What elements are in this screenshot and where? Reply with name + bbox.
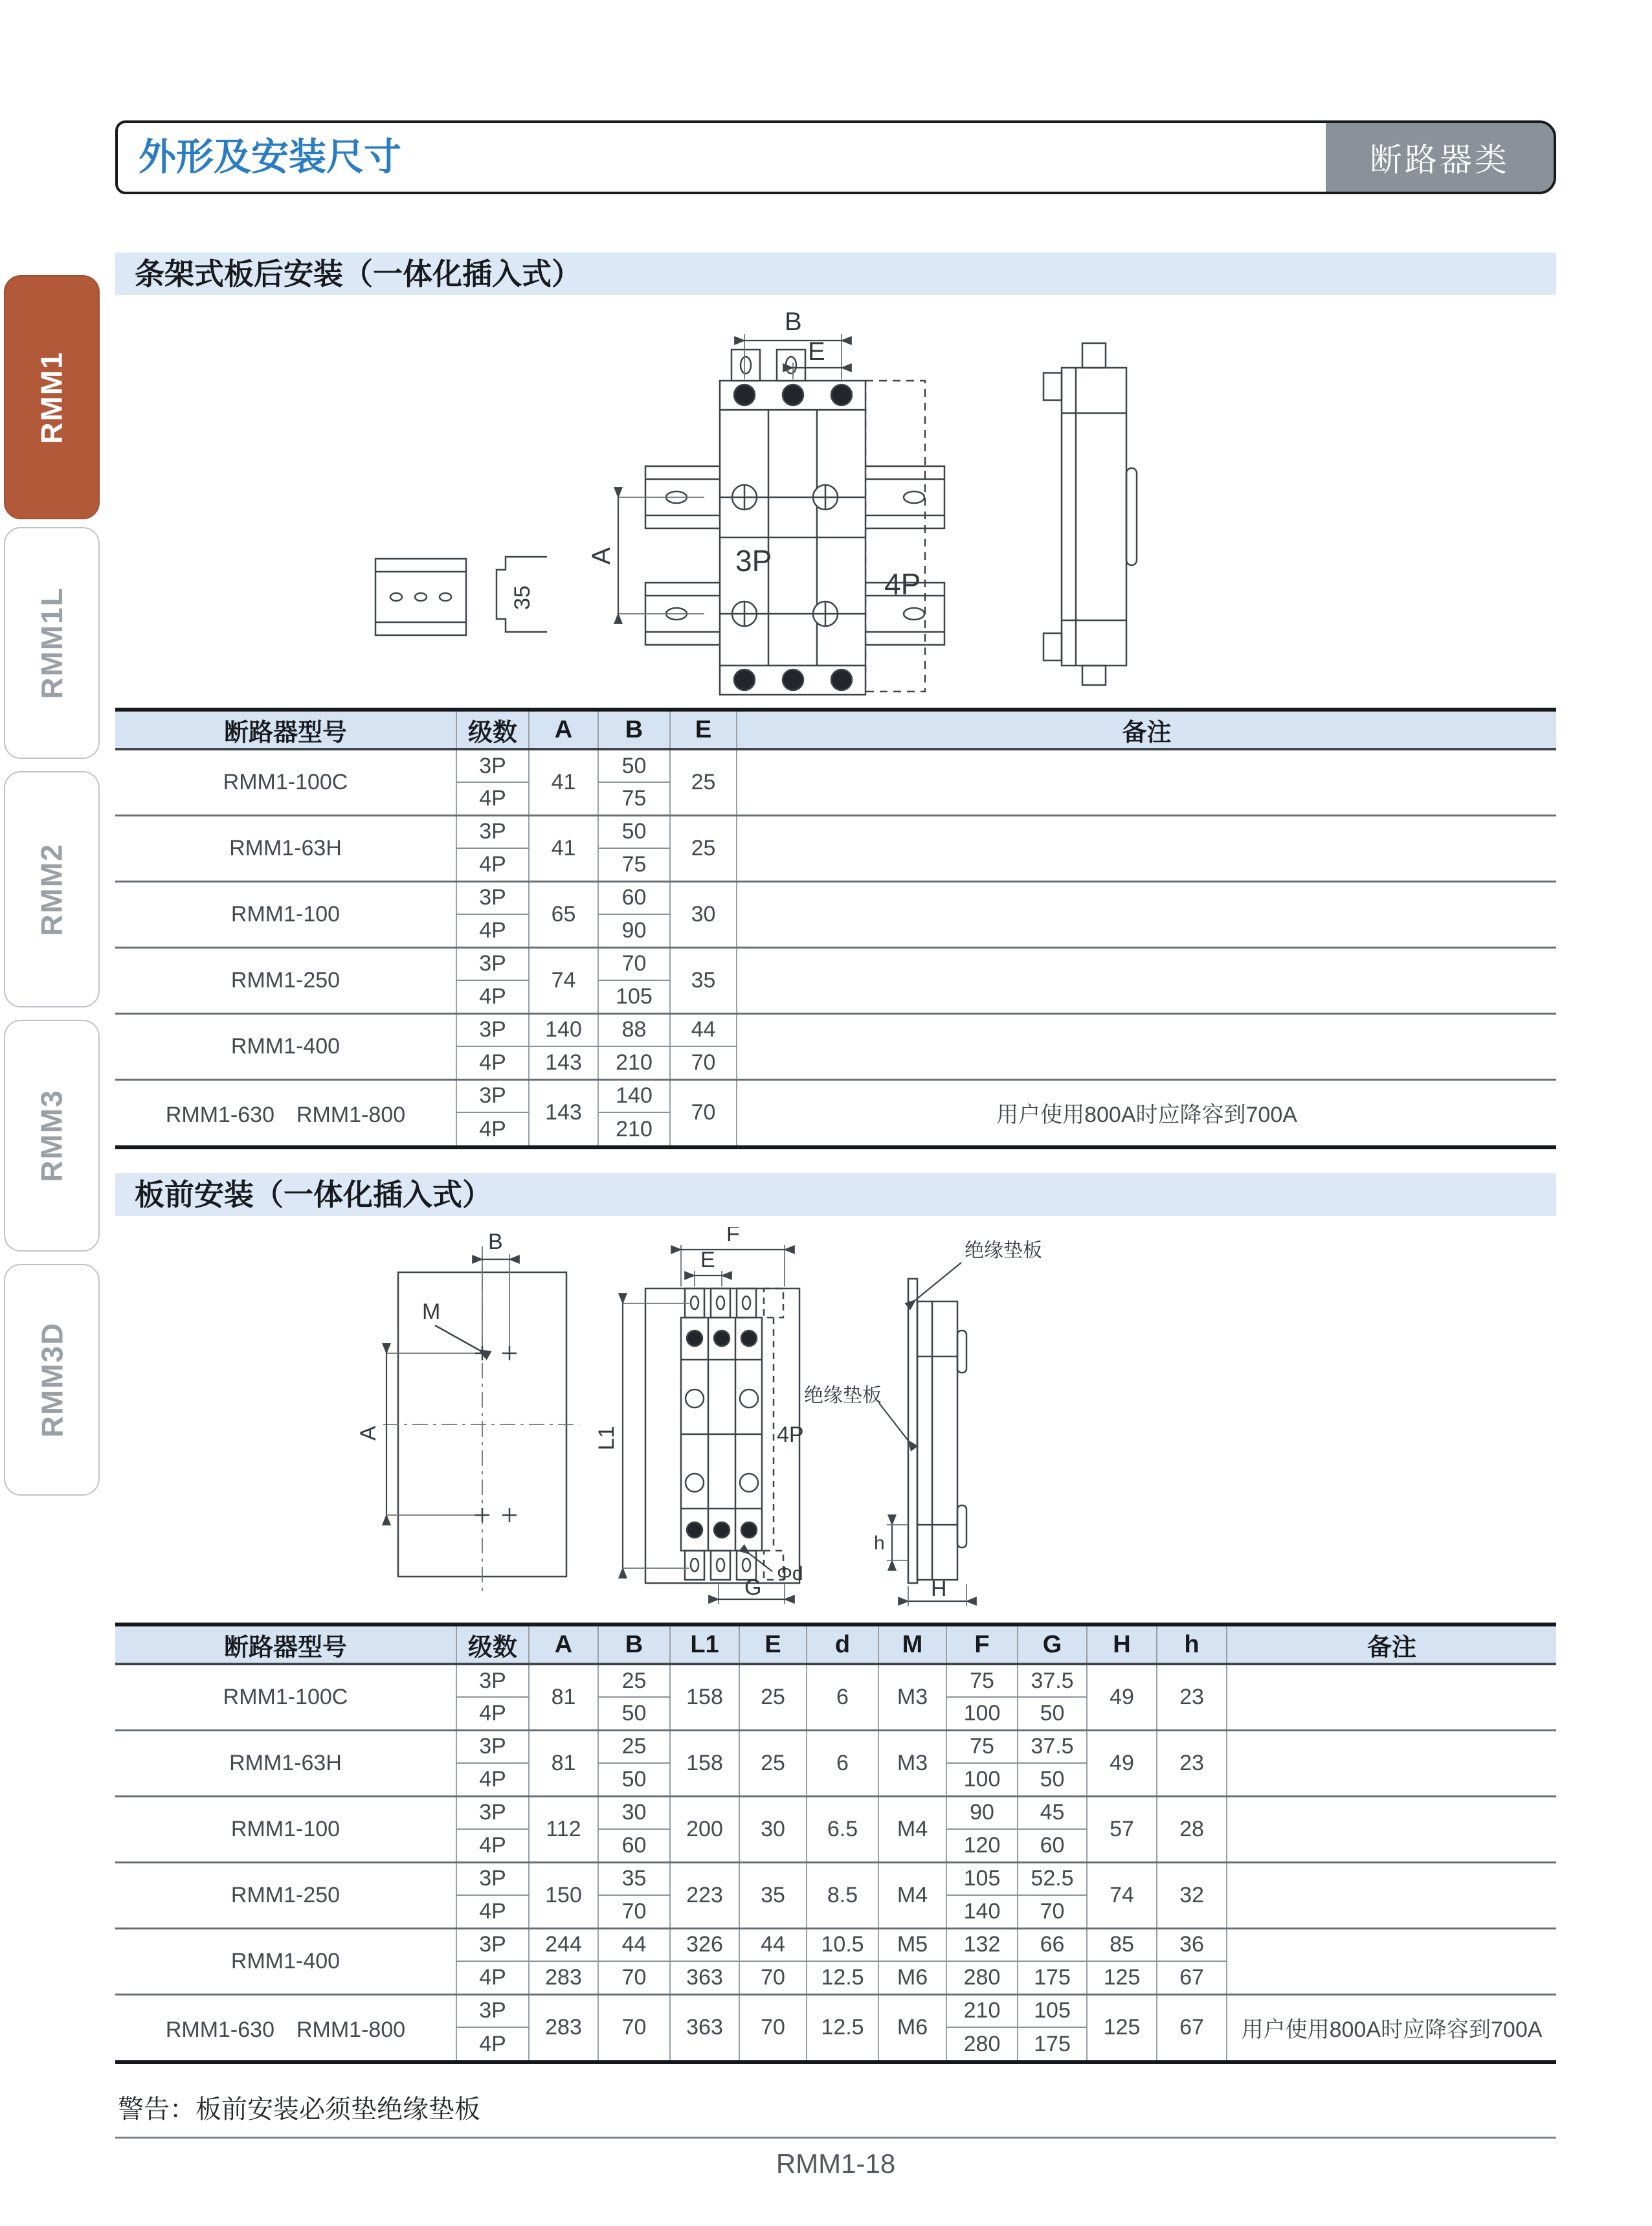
model-cell: RMM1-630 RMM1-800 <box>115 1079 456 1145</box>
col-header-f: F <box>946 1626 1018 1664</box>
col-header-g: G <box>1018 1626 1087 1664</box>
col-header-e: E <box>739 1626 807 1664</box>
value-cell: 37.5 <box>1018 1664 1087 1697</box>
value-cell: 49 <box>1087 1730 1157 1796</box>
pole-cell: 3P <box>456 1796 529 1829</box>
value-cell: 88 <box>598 1013 670 1046</box>
model-cell: RMM1-63H <box>115 815 456 881</box>
value-cell: 25 <box>598 1730 670 1763</box>
value-cell: 283 <box>529 1961 598 1994</box>
section1-title: 条架式板后安装（一体化插入式） <box>115 253 1556 295</box>
value-cell: 100 <box>946 1763 1018 1796</box>
value-cell: M4 <box>878 1796 946 1862</box>
value-cell: 35 <box>670 947 737 1013</box>
value-cell: 70 <box>670 1046 737 1079</box>
pole4-label: 4P <box>777 1422 804 1447</box>
col-header-hu: H <box>1087 1626 1157 1664</box>
value-cell: 70 <box>598 1895 670 1928</box>
sidebar-tab-rmm1l[interactable] <box>4 527 100 759</box>
pole-cell: 4P <box>456 914 529 947</box>
sidebar-tab-label: RMM1L <box>35 587 69 699</box>
pole-cell: 4P <box>456 848 529 881</box>
value-cell: 81 <box>529 1664 598 1730</box>
dim-l1-label: L1 <box>594 1426 619 1450</box>
model-cell: RMM1-400 <box>115 1013 456 1079</box>
value-cell: 25 <box>598 1664 670 1697</box>
value-cell: M5 <box>878 1928 946 1961</box>
value-cell: 8.5 <box>807 1862 878 1928</box>
pole-cell: 3P <box>456 1928 529 1961</box>
dim-h-upper-label: H <box>931 1577 947 1601</box>
pole-cell: 4P <box>456 1112 529 1145</box>
value-cell: 44 <box>670 1013 737 1046</box>
pole-cell: 4P <box>456 1895 529 1928</box>
sidebar-tab-label: RMM3 <box>34 1089 69 1182</box>
rear-mount-diagram <box>324 303 1554 708</box>
dim-a-label: A <box>587 547 616 565</box>
remark-cell <box>737 1013 1556 1079</box>
col-header-l1: L1 <box>670 1626 739 1664</box>
value-cell: 326 <box>670 1928 739 1961</box>
value-cell: 41 <box>529 749 598 815</box>
section2-title: 板前安装（一体化插入式） <box>115 1173 1556 1216</box>
value-cell: 35 <box>739 1862 807 1928</box>
value-cell: 100 <box>946 1697 1018 1730</box>
value-cell: 140 <box>529 1013 598 1046</box>
value-cell: 65 <box>529 881 598 947</box>
value-cell: 6.5 <box>807 1796 878 1862</box>
value-cell: 143 <box>529 1046 598 1079</box>
rail-width-label: 35 <box>510 585 535 610</box>
value-cell: 280 <box>946 2027 1018 2060</box>
col-header-hl: h <box>1157 1626 1227 1664</box>
value-cell: 105 <box>598 980 670 1013</box>
value-cell: 50 <box>1018 1763 1087 1796</box>
value-cell: 36 <box>1157 1928 1227 1961</box>
value-cell: 158 <box>670 1730 739 1796</box>
value-cell: 67 <box>1157 1961 1227 1994</box>
value-cell: 85 <box>1087 1928 1157 1961</box>
value-cell: 70 <box>739 1961 807 1994</box>
dim-b-label: B <box>488 1230 503 1254</box>
insulation-pad-label-top: 绝缘垫板 <box>965 1240 1042 1261</box>
pole4-label: 4P <box>884 567 921 601</box>
sidebar-tab-rmm3[interactable] <box>4 1020 100 1252</box>
value-cell: 75 <box>946 1664 1018 1697</box>
value-cell: 6 <box>807 1664 878 1730</box>
value-cell: 32 <box>1157 1862 1227 1928</box>
sidebar-tab-rmm1[interactable] <box>4 275 100 519</box>
model-cell: RMM1-100 <box>115 1796 456 1862</box>
value-cell: M4 <box>878 1862 946 1928</box>
model-cell: RMM1-250 <box>115 947 456 1013</box>
value-cell: 90 <box>598 914 670 947</box>
value-cell: 105 <box>1018 1994 1087 2027</box>
value-cell: 280 <box>946 1961 1018 1994</box>
value-cell: 10.5 <box>807 1928 878 1961</box>
model-cell: RMM1-400 <box>115 1928 456 1994</box>
value-cell: 41 <box>529 815 598 881</box>
dim-b-label: B <box>785 308 802 336</box>
pole-cell: 3P <box>456 1013 529 1046</box>
value-cell: 23 <box>1157 1664 1227 1730</box>
value-cell: 6 <box>807 1730 878 1796</box>
model-cell: RMM1-630 RMM1-800 <box>115 1994 456 2060</box>
pole-cell: 4P <box>456 980 529 1013</box>
value-cell: 70 <box>598 1994 670 2060</box>
value-cell: 12.5 <box>807 1994 878 2060</box>
value-cell: 60 <box>1018 1829 1087 1862</box>
model-cell: RMM1-250 <box>115 1862 456 1928</box>
value-cell: 74 <box>529 947 598 1013</box>
warning-text: 警告：板前安装必须垫绝缘垫板 <box>118 2095 480 2124</box>
dim-f-label: F <box>726 1227 740 1246</box>
front-mount-diagram <box>324 1227 1554 1615</box>
value-cell: 44 <box>598 1928 670 1961</box>
pole-cell: 4P <box>456 1829 529 1862</box>
pole-cell: 4P <box>456 1763 529 1796</box>
col-header-m: M <box>878 1626 946 1664</box>
value-cell: 60 <box>598 1829 670 1862</box>
value-cell: 210 <box>946 1994 1018 2027</box>
pole-cell: 3P <box>456 1664 529 1697</box>
value-cell: 66 <box>1018 1928 1087 1961</box>
value-cell: 75 <box>946 1730 1018 1763</box>
col-header-a: A <box>529 712 598 749</box>
value-cell: 75 <box>598 848 670 881</box>
dim-g-label: G <box>744 1575 762 1600</box>
dim-phid-label: Φd <box>777 1563 803 1584</box>
value-cell: 25 <box>739 1664 807 1730</box>
model-cell: RMM1-100C <box>223 1684 348 1709</box>
col-header-remark: 备注 <box>737 712 1556 749</box>
value-cell: 112 <box>529 1796 598 1862</box>
value-cell: 75 <box>598 782 670 815</box>
value-cell: 60 <box>598 881 670 914</box>
remark-cell <box>1227 1928 1556 1994</box>
table-row <box>115 1664 1556 1697</box>
value-cell: 50 <box>598 1697 670 1730</box>
value-cell: 12.5 <box>807 1961 878 1994</box>
footer-divider <box>115 2137 1556 2139</box>
table-row <box>115 947 1556 980</box>
sidebar-tab-rmm3d[interactable] <box>4 1264 100 1496</box>
value-cell: 363 <box>670 1961 739 1994</box>
table-row <box>115 1862 1556 1895</box>
table-row <box>115 1928 1556 1961</box>
value-cell: 125 <box>1087 1994 1157 2060</box>
value-cell: 223 <box>670 1862 739 1928</box>
table-row <box>115 881 1556 914</box>
value-cell: 200 <box>670 1796 739 1862</box>
remark-cell <box>1227 1664 1556 1730</box>
pole-cell: 4P <box>456 2027 529 2060</box>
value-cell: 50 <box>1018 1697 1087 1730</box>
value-cell: 363 <box>670 1994 739 2060</box>
table-row <box>115 749 1556 782</box>
value-cell: 140 <box>598 1079 670 1112</box>
value-cell: 44 <box>739 1928 807 1961</box>
value-cell: 125 <box>1087 1961 1157 1994</box>
remark-cell <box>737 815 1556 881</box>
value-cell: M6 <box>878 1961 946 1994</box>
value-cell: 210 <box>598 1046 670 1079</box>
value-cell: 30 <box>598 1796 670 1829</box>
value-cell: 30 <box>670 881 737 947</box>
value-cell: M3 <box>878 1730 946 1796</box>
value-cell: 25 <box>739 1730 807 1796</box>
sidebar-tab-label: RMM2 <box>34 842 69 936</box>
col-header-poles: 级数 <box>456 1626 529 1664</box>
rear-mount-table-wrap <box>115 708 1556 1149</box>
pole-cell: 3P <box>456 815 529 848</box>
value-cell: 25 <box>670 749 737 815</box>
page-title: 外形及安装尺寸 <box>139 136 402 178</box>
front-mount-table-wrap <box>115 1623 1556 2064</box>
value-cell: 35 <box>598 1862 670 1895</box>
page-header-bar <box>115 120 1556 194</box>
col-header-remark: 备注 <box>1227 1626 1556 1664</box>
value-cell: 50 <box>598 1763 670 1796</box>
value-cell: 30 <box>739 1796 807 1862</box>
value-cell: 70 <box>598 1961 670 1994</box>
pole-cell: 3P <box>456 1994 529 2027</box>
value-cell: 150 <box>529 1862 598 1928</box>
pole-cell: 3P <box>456 749 529 782</box>
remark-cell <box>1227 1862 1556 1928</box>
value-cell: 70 <box>598 947 670 980</box>
sidebar-tab-label: RMM1 <box>34 350 69 444</box>
dim-e-label: E <box>808 337 825 366</box>
value-cell: 67 <box>1157 1994 1227 2060</box>
pole-cell: 4P <box>456 1046 529 1079</box>
pole-cell: 3P <box>456 1862 529 1895</box>
model-cell: RMM1-100 <box>115 881 456 947</box>
value-cell: 49 <box>1087 1664 1157 1730</box>
pole-cell: 4P <box>456 1961 529 1994</box>
col-header-e: E <box>670 712 737 749</box>
value-cell: 37.5 <box>1018 1730 1087 1763</box>
value-cell: 105 <box>946 1862 1018 1895</box>
col-header-poles: 级数 <box>456 712 529 749</box>
pole-cell: 3P <box>456 881 529 914</box>
rear-mount-table <box>115 712 1556 1145</box>
value-cell: 210 <box>598 1112 670 1145</box>
col-header-d: d <box>807 1626 878 1664</box>
value-cell: 175 <box>1018 1961 1087 1994</box>
insulation-pad-label-left: 绝缘垫板 <box>804 1385 882 1406</box>
remark-cell <box>1227 1730 1556 1796</box>
value-cell: 140 <box>946 1895 1018 1928</box>
value-cell: 70 <box>670 1079 737 1145</box>
col-header-b: B <box>598 712 670 749</box>
pole-cell: 4P <box>456 782 529 815</box>
remark-cell: 用户使用800A时应降容到700A <box>1227 1994 1556 2060</box>
value-cell: M6 <box>878 1994 946 2060</box>
pole-cell: 3P <box>456 1730 529 1763</box>
value-cell: 120 <box>946 1829 1018 1862</box>
pole-cell: 3P <box>456 947 529 980</box>
value-cell: 28 <box>1157 1796 1227 1862</box>
remark-cell <box>1227 1796 1556 1862</box>
value-cell: 25 <box>670 815 737 881</box>
value-cell: 244 <box>529 1928 598 1961</box>
sidebar-tab-rmm2[interactable] <box>4 771 100 1007</box>
dim-a-label: A <box>356 1426 381 1441</box>
value-cell: 74 <box>1087 1862 1157 1928</box>
table-row <box>115 1079 1556 1112</box>
pole-cell: 3P <box>456 1079 529 1112</box>
model-cell: RMM1-100C <box>223 769 348 794</box>
value-cell: 132 <box>946 1928 1018 1961</box>
value-cell: 90 <box>946 1796 1018 1829</box>
value-cell: 70 <box>739 1994 807 2060</box>
front-mount-table <box>115 1626 1556 2060</box>
value-cell: 23 <box>1157 1730 1227 1796</box>
col-header-a: A <box>529 1626 598 1664</box>
value-cell: 45 <box>1018 1796 1087 1829</box>
table-header-row <box>115 712 1556 749</box>
pole3-label: 3P <box>735 544 772 578</box>
col-header-model: 断路器型号 <box>115 712 456 749</box>
dim-h-lower-label: h <box>874 1533 885 1554</box>
value-cell: 50 <box>598 749 670 782</box>
value-cell: 143 <box>529 1079 598 1145</box>
remark-cell <box>737 749 1556 815</box>
value-cell: 283 <box>529 1994 598 2060</box>
page-number: RMM1-18 <box>776 2148 896 2179</box>
remark-cell <box>737 947 1556 1013</box>
value-cell: 52.5 <box>1018 1862 1087 1895</box>
table-row <box>115 815 1556 848</box>
table-header-row <box>115 1626 1556 1664</box>
dim-m-label: M <box>422 1299 441 1324</box>
table-row <box>115 1796 1556 1829</box>
category-badge: 断路器类 <box>1326 123 1554 192</box>
value-cell: 158 <box>670 1664 739 1730</box>
col-header-model: 断路器型号 <box>115 1626 456 1664</box>
model-cell: RMM1-63H <box>115 1730 456 1796</box>
value-cell: 57 <box>1087 1796 1157 1862</box>
table-row <box>115 1013 1556 1046</box>
value-cell: 50 <box>598 815 670 848</box>
value-cell: 70 <box>1018 1895 1087 1928</box>
col-header-b: B <box>598 1626 670 1664</box>
table-row <box>115 1730 1556 1763</box>
table-row <box>115 1994 1556 2027</box>
value-cell: M3 <box>878 1664 946 1730</box>
dim-e-label: E <box>700 1248 715 1272</box>
value-cell: 175 <box>1018 2027 1087 2060</box>
remark-cell <box>737 881 1556 947</box>
pole-cell: 4P <box>456 1697 529 1730</box>
value-cell: 81 <box>529 1730 598 1796</box>
remark-cell: 用户使用800A时应降容到700A <box>737 1079 1556 1145</box>
sidebar-tab-label: RMM3D <box>35 1321 69 1438</box>
